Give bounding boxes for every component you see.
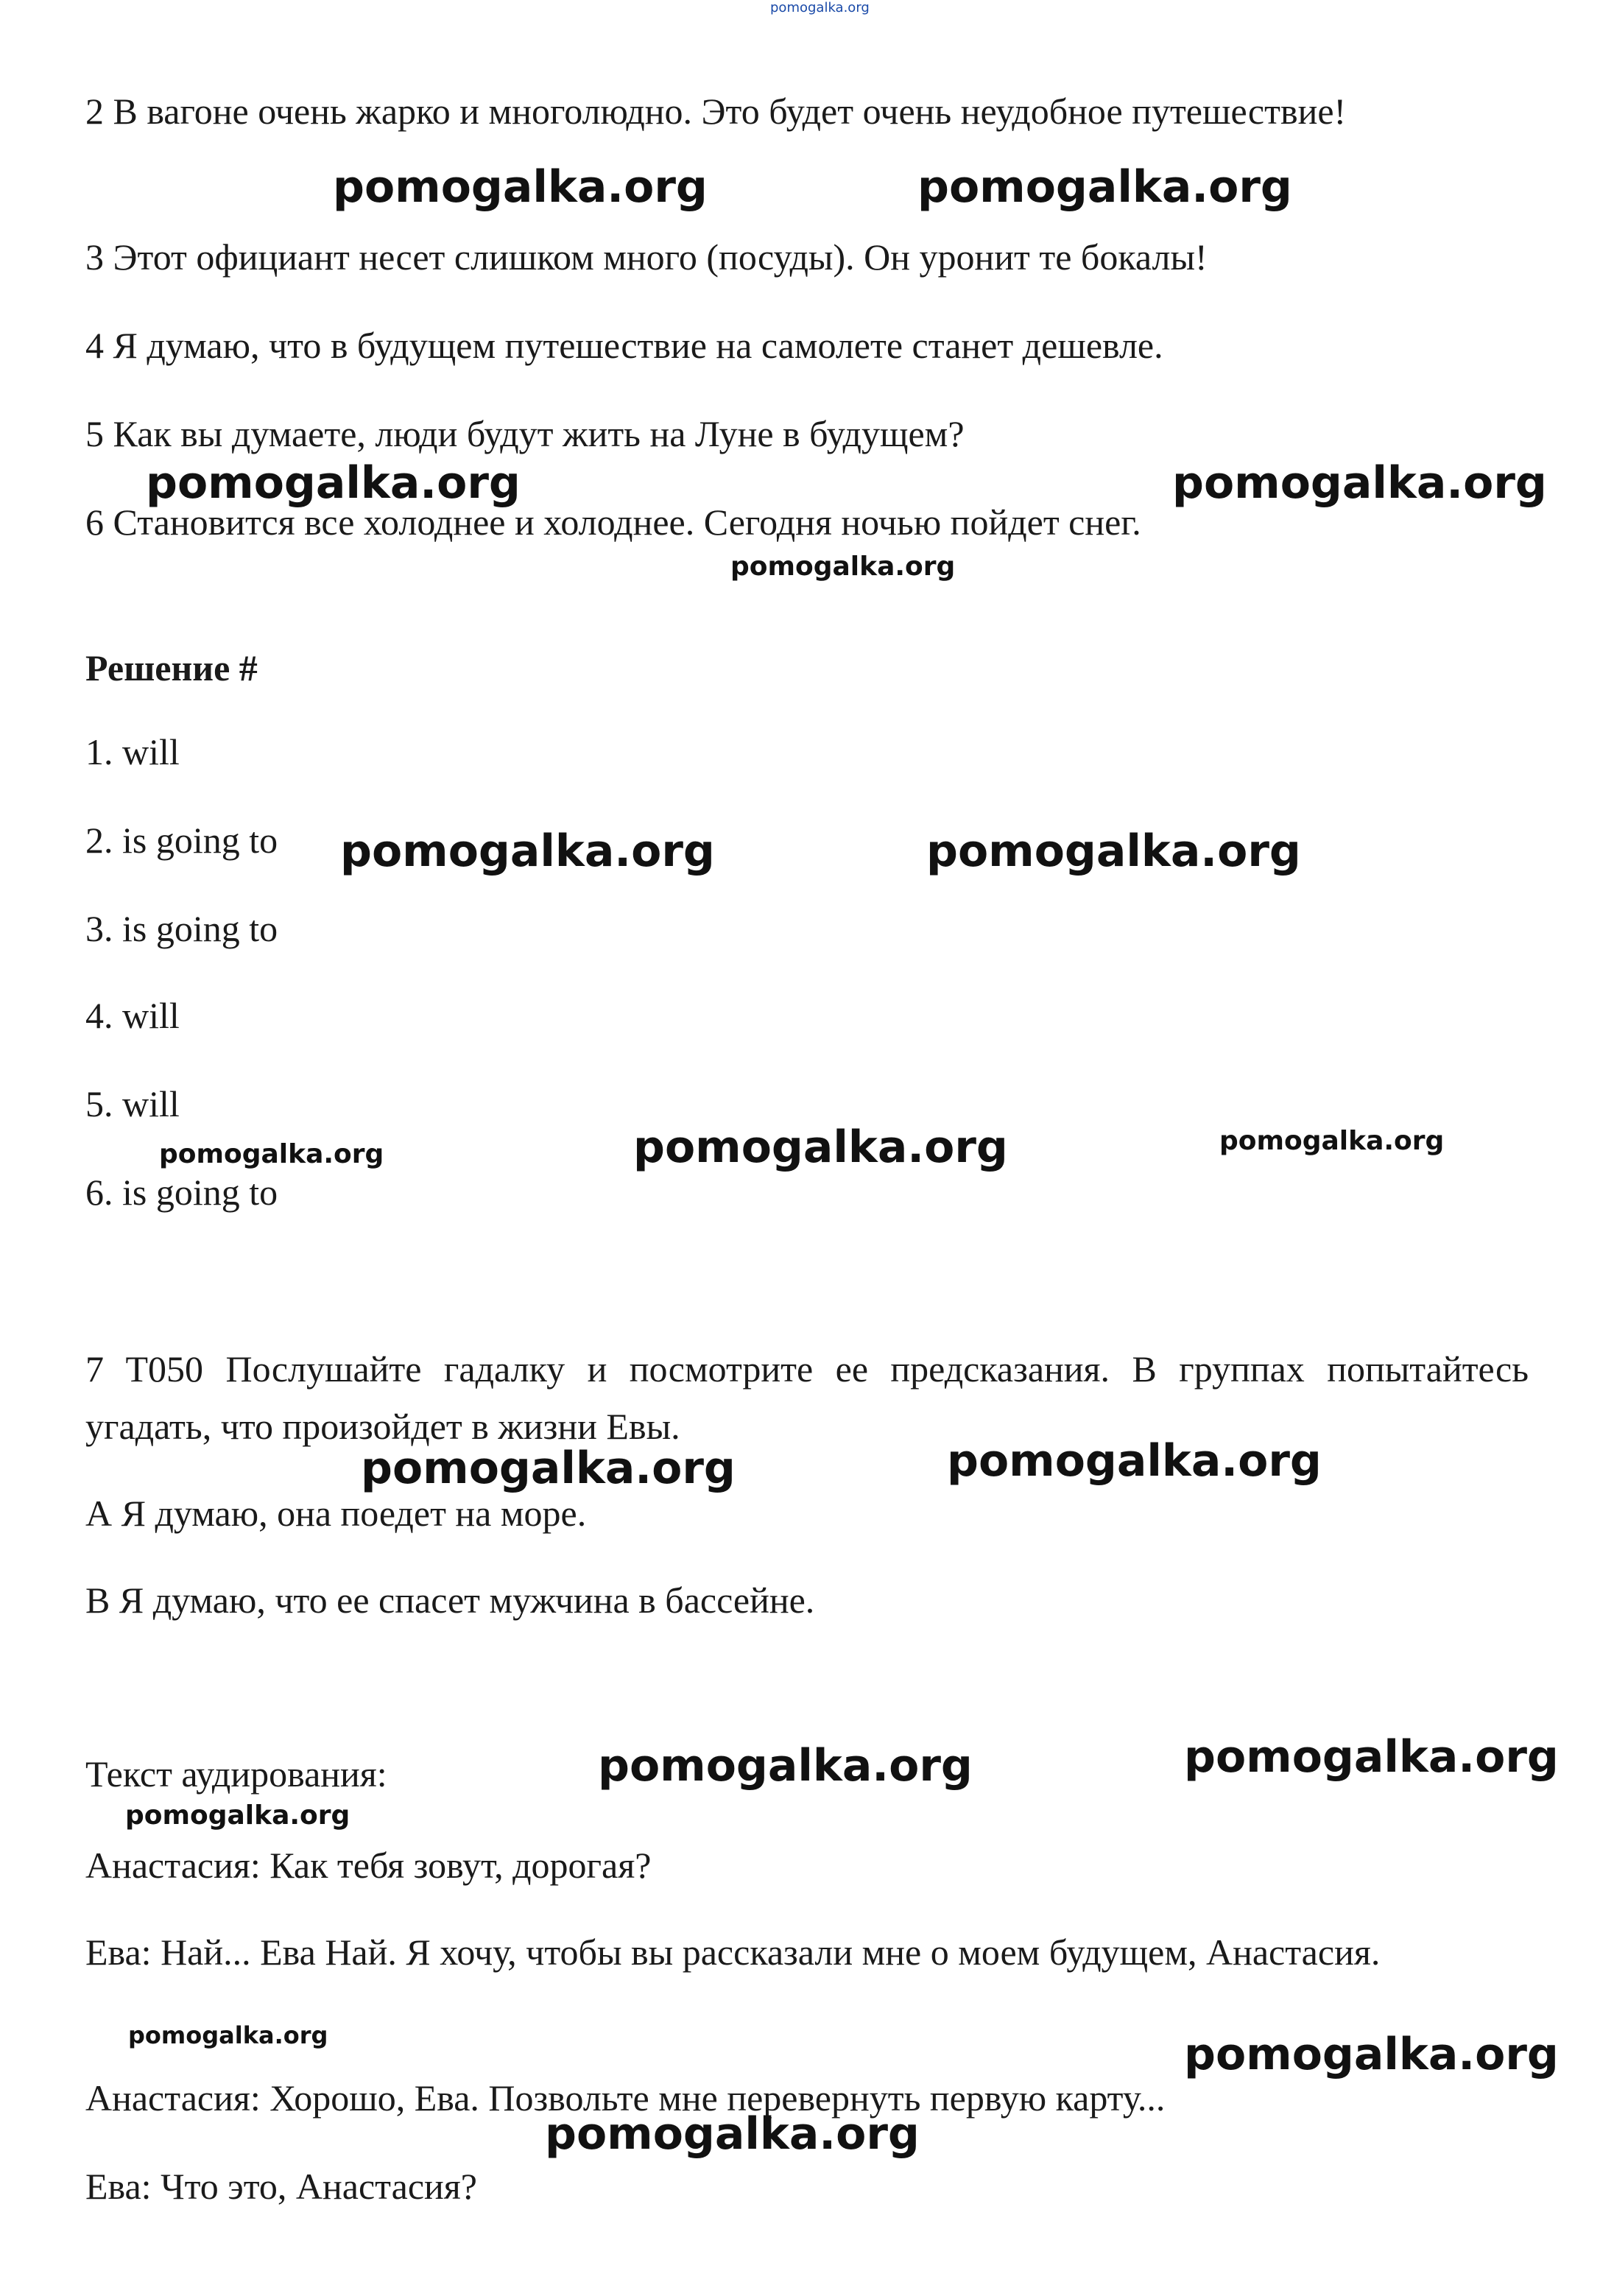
answer-3: 3. is going to (85, 908, 278, 949)
watermark: pomogalka.org (361, 1443, 736, 1494)
watermark: pomogalka.org (1219, 1126, 1445, 1156)
watermark: pomogalka.org (1184, 2029, 1559, 2080)
answer-1: 1. will (85, 731, 180, 772)
task7-intro: 7 T050 Послушайте гадалку и посмотрите ее предсказания. В группах попытайтесь угадать, что произойдет в жизни Евы. (85, 1348, 1529, 1447)
dialogue-line-2: Ева: Най... Ева Най. Я хочу, чтобы вы рассказали мне о моем будущем, Анастасия. (85, 1931, 1381, 1973)
answer-4: 4. will (85, 995, 180, 1036)
watermark: pomogalka.org (917, 161, 1292, 213)
watermark: pomogalka.org (947, 1435, 1322, 1487)
task7-option-a: А Я думаю, она поедет на море. (85, 1493, 587, 1534)
watermark: pomogalka.org (128, 2021, 328, 2049)
translation-5: 5 Как вы думаете, люди будут жить на Луне в будущем? (85, 413, 965, 454)
top-watermark: pomogalka.org (770, 0, 870, 15)
watermark: pomogalka.org (545, 2108, 920, 2160)
watermark: pomogalka.org (159, 1139, 384, 1169)
solution-heading: Решение # (85, 647, 258, 689)
watermark: pomogalka.org (1184, 1731, 1559, 1783)
translation-2: 2 В вагоне очень жарко и многолюдно. Это будет очень неудобное путешествие! (85, 91, 1347, 132)
watermark: pomogalka.org (333, 161, 708, 213)
dialogue-line-1: Анастасия: Как тебя зовут, дорогая? (85, 1845, 652, 1886)
watermark: pomogalka.org (146, 457, 521, 509)
watermark: pomogalka.org (598, 1740, 973, 1792)
watermark: pomogalka.org (730, 552, 956, 582)
answer-5: 5. will (85, 1083, 180, 1124)
watermark: pomogalka.org (340, 825, 715, 877)
watermark: pomogalka.org (926, 825, 1301, 877)
task7-option-b: В Я думаю, что ее спасет мужчина в бассейне. (85, 1580, 815, 1621)
watermark: pomogalka.org (633, 1121, 1008, 1173)
watermark: pomogalka.org (1172, 457, 1547, 509)
dialogue-line-3: Анастасия: Хорошо, Ева. Позвольте мне перевернуть первую карту... (85, 2077, 1166, 2119)
listening-heading: Текст аудирования: (85, 1753, 387, 1795)
translation-3: 3 Этот официант несет слишком много (посуды). Он уронит те бокалы! (85, 236, 1208, 278)
translation-4: 4 Я думаю, что в будущем путешествие на самолете станет дешевле. (85, 325, 1163, 366)
watermark: pomogalka.org (125, 1800, 350, 1831)
answer-2: 2. is going to (85, 820, 278, 861)
answer-6: 6. is going to (85, 1172, 278, 1213)
translation-6: 6 Становится все холоднее и холоднее. Сегодня ночью пойдет снег. (85, 501, 1141, 543)
dialogue-line-4: Ева: Что это, Анастасия? (85, 2166, 477, 2207)
